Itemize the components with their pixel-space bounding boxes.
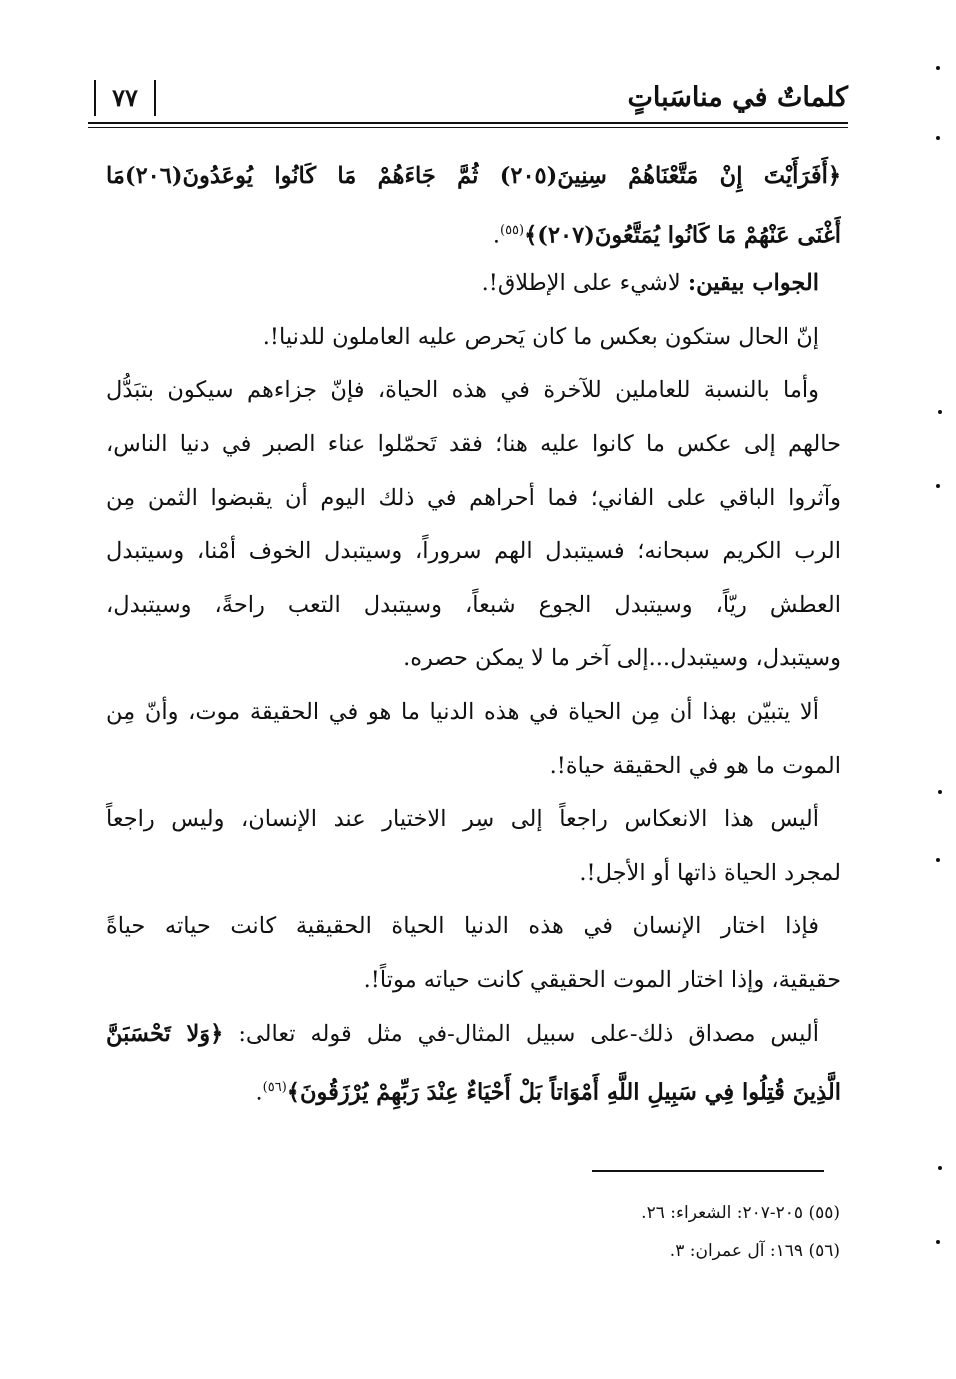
page-number: ٧٧ — [94, 80, 156, 116]
paragraph-line: العطش ريّاً، وسيتبدل الجوع شبعاً، وسيتبدل التعب راحةً، وسيتبدل، — [106, 591, 841, 618]
paragraph-text: أليس مصداق ذلك-على سبيل المثال-في مثل قوله تعالى: — [223, 1020, 819, 1047]
sentence-end: . — [492, 222, 500, 249]
scan-speck — [938, 790, 942, 794]
paragraph-line: لمجرد الحياة ذاتها أو الأجل!. — [579, 859, 841, 886]
quran-verse-text: الَّذِينَ قُتِلُوا فِي سَبِيلِ اللَّهِ أَمْوَاتاً بَلْ أَحْيَاءٌ عِنْدَ رَبِّهِمْ يُرْزَقُونَ﴾ — [286, 1079, 841, 1106]
header-divider — [88, 122, 848, 128]
footnote-reference: (٥٦) — [262, 1080, 287, 1096]
paragraph-line: حقيقية، وإذا اختار الموت الحقيقي كانت حياته موتاً!. — [363, 966, 841, 993]
paragraph-line: وسيتبدل، وسيتبدل...إلى آخر ما لا يمكن حصره. — [403, 645, 841, 672]
scan-speck — [938, 1166, 942, 1170]
paragraph-line: أليس هذا الانعكاس راجعاً إلى سِر الاختيار عند الإنسان، وليس راجعاً — [106, 806, 819, 833]
sentence-end: . — [255, 1079, 263, 1106]
paragraph-line: وآثروا الباقي على الفاني؛ فما أحراهم في ذلك اليوم أن يقبضوا الثمن مِن — [106, 484, 841, 511]
scan-speck — [936, 136, 940, 140]
scan-speck — [936, 484, 940, 488]
footnote: (٥٦) ١٦٩: آل عمران: ٣. — [669, 1241, 840, 1261]
footnote-reference: (٥٥) — [499, 222, 525, 238]
running-title: كلماتٌ في مناسَباتٍ — [627, 82, 848, 113]
answer-text: لاشيء على الإطلاق!. — [481, 270, 688, 297]
footnotes — [520, 1194, 840, 1270]
paragraph-line — [106, 1008, 841, 1062]
paragraph-line: حالهم إلى عكس ما كانوا عليه هنا؛ فقد تَحمّلوا عناء الصبر في دنيا الناس، — [106, 430, 841, 457]
paragraph-line: الرب الكريم سبحانه؛ فسيتبدل الهم سروراً، وسيتبدل الخوف أمْنا، وسيتبدل — [106, 538, 841, 565]
scan-speck — [936, 858, 940, 862]
answer-label: الجواب بيقين: — [687, 270, 819, 297]
paragraph-line: ألا يتبيّن بهذا أن مِن الحياة في هذه الدنيا ما هو في الحقيقة موت، وأنّ مِن — [106, 698, 819, 725]
page-header — [88, 74, 848, 134]
quran-verse-text: أَغْنَى عَنْهُمْ مَا كَانُوا يُمَتَّعُونَ(٢٠٧)﴾ — [524, 222, 841, 249]
paragraph-line: وأما بالنسبة للعاملين للآخرة في هذه الحياة، فإنّ جزاءهم سيكون بتبَدُّل — [106, 377, 819, 404]
quran-verse-line — [106, 1061, 841, 1115]
quran-verse-line: ﴿أَفَرَأَيْتَ إِنْ مَتَّعْنَاهُمْ سِنِينَ(٢٠٥) ثُمَّ جَاءَهُمْ مَا كَانُوا يُوعَدُونَ(٢٠٦)مَا — [106, 163, 841, 189]
footnote: (٥٥) ٢٠٥-٢٠٧: الشعراء: ٢٦. — [641, 1203, 840, 1223]
scan-speck — [936, 1240, 940, 1244]
paragraph-line: الموت ما هو في الحقيقة حياة!. — [549, 752, 841, 779]
quran-verse-line — [106, 204, 841, 258]
scan-speck — [936, 66, 940, 70]
quran-verse-text: ﴿وَلا تَحْسَبَنَّ — [106, 1020, 224, 1047]
paragraph-line: فإذا اختار الإنسان في هذه الدنيا الحياة الحقيقية كانت حياته حياةً — [106, 913, 819, 940]
footnote-divider — [592, 1170, 824, 1172]
answer-line — [106, 257, 841, 311]
page-body — [106, 150, 841, 1115]
scan-speck — [938, 410, 942, 414]
paragraph-line: إنّ الحال ستكون بعكس ما كان يَحرص عليه العاملون للدنيا!. — [262, 323, 819, 350]
